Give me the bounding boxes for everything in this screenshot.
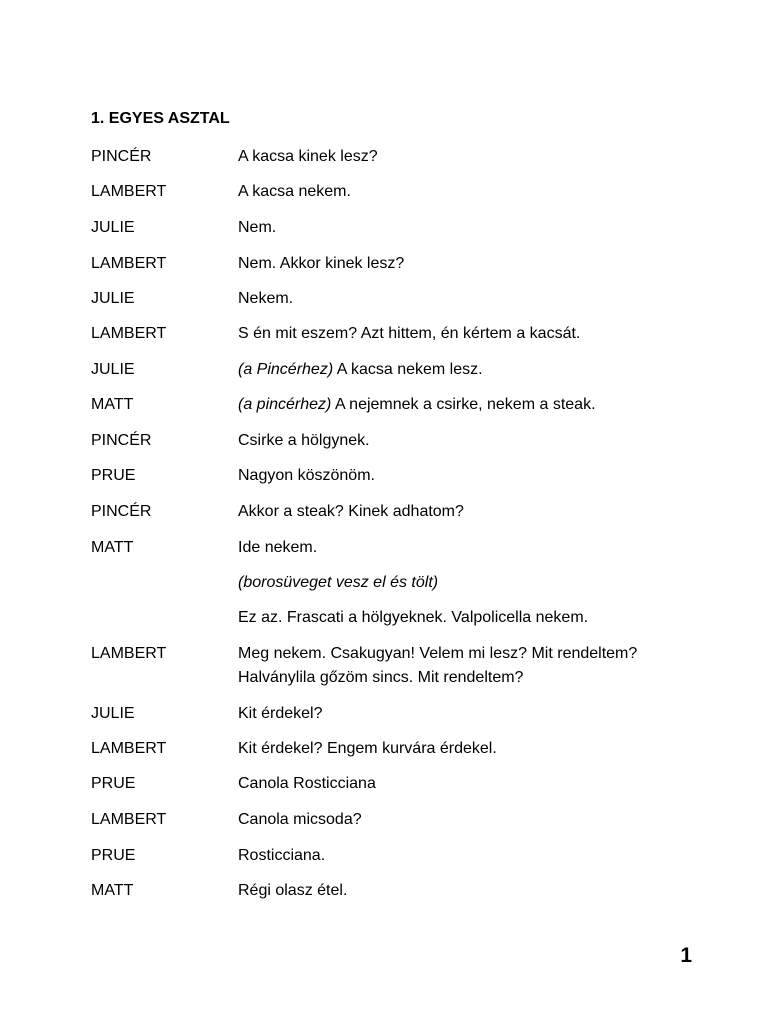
speaker-name: LAMBERT	[91, 645, 167, 662]
speaker-name: PRUE	[91, 467, 136, 484]
dialogue-text	[238, 737, 738, 761]
dialogue-text	[238, 464, 738, 488]
dialogue-text-row: Csirke a hölgynek.	[238, 432, 370, 449]
dialogue-line	[0, 642, 768, 690]
dialogue-line	[0, 500, 768, 540]
dialogue-text	[238, 808, 738, 832]
dialogue-line	[0, 180, 768, 220]
stage-direction: (a pincérhez)	[238, 396, 332, 413]
dialogue-line	[0, 429, 768, 469]
speaker-name: LAMBERT	[91, 183, 167, 200]
dialogue-text	[238, 844, 738, 868]
speaker-name: JULIE	[91, 361, 135, 378]
dialogue-line	[0, 358, 768, 398]
dialogue-line	[0, 322, 768, 362]
dialogue-text-row: Kit érdekel?	[238, 705, 323, 722]
dialogue-text	[238, 879, 738, 903]
dialogue-text	[238, 287, 738, 311]
dialogue-text-row: Rosticciana.	[238, 847, 326, 864]
speaker-name: JULIE	[91, 290, 135, 307]
dialogue-text	[238, 571, 738, 595]
speaker-name: PINCÉR	[91, 148, 152, 165]
dialogue-text-row: Akkor a steak? Kinek adhatom?	[238, 503, 464, 520]
page-number: 1	[680, 944, 692, 967]
dialogue-text	[238, 429, 738, 453]
dialogue-text	[238, 772, 738, 796]
speaker-name: MATT	[91, 539, 134, 556]
dialogue-line	[0, 145, 768, 185]
dialogue-line	[0, 808, 768, 848]
dialogue-line	[0, 287, 768, 327]
speaker-name: PINCÉR	[91, 503, 152, 520]
speaker-name: MATT	[91, 882, 134, 899]
speaker-name: MATT	[91, 396, 134, 413]
dialogue-text	[238, 536, 738, 560]
dialogue-text	[238, 358, 738, 382]
speaker-name: PINCÉR	[91, 432, 152, 449]
dialogue-line	[0, 536, 768, 576]
dialogue-text-row	[238, 571, 738, 595]
dialogue-text-row: Halványlila gőzöm sincs. Mit rendeltem?	[238, 669, 524, 686]
dialogue-line	[0, 879, 768, 919]
scene-heading: 1. EGYES ASZTAL	[91, 110, 230, 127]
stage-direction: (a Pincérhez)	[238, 361, 334, 378]
dialogue-text	[238, 606, 738, 630]
dialogue-line	[0, 216, 768, 256]
dialogue-text-row: S én mit eszem? Azt hittem, én kértem a kacsát.	[238, 325, 581, 342]
dialogue-text-row: A kacsa kinek lesz?	[238, 148, 378, 165]
dialogue-line	[0, 252, 768, 292]
dialogue-text-row: Ide nekem.	[238, 539, 318, 556]
dialogue-line	[0, 464, 768, 504]
dialogue-fragment: A nejemnek a csirke, nekem a steak.	[331, 396, 596, 413]
speaker-name: LAMBERT	[91, 255, 167, 272]
dialogue-text-row: Kit érdekel? Engem kurvára érdekel.	[238, 740, 497, 757]
dialogue-text	[238, 702, 738, 726]
dialogue-line	[0, 702, 768, 742]
dialogue-line	[0, 606, 768, 646]
dialogue-text-row: A kacsa nekem.	[238, 183, 351, 200]
dialogue-line	[0, 844, 768, 884]
dialogue-line	[0, 737, 768, 777]
speaker-name: PRUE	[91, 847, 136, 864]
dialogue-text-row	[238, 393, 738, 417]
dialogue-text	[238, 642, 738, 690]
dialogue-line	[0, 393, 768, 433]
dialogue-text	[238, 216, 738, 240]
dialogue-fragment: A kacsa nekem lesz.	[333, 361, 483, 378]
speaker-name: JULIE	[91, 705, 135, 722]
dialogue-text	[238, 393, 738, 417]
dialogue-text-row: Nekem.	[238, 290, 294, 307]
dialogue-text-row: Canola Rosticciana	[238, 775, 376, 792]
speaker-name: LAMBERT	[91, 811, 167, 828]
dialogue-text	[238, 252, 738, 276]
speaker-name: LAMBERT	[91, 325, 167, 342]
dialogue-line	[0, 772, 768, 812]
stage-direction: (borosüveget vesz el és tölt)	[238, 574, 439, 591]
dialogue-text-row: Meg nekem. Csakugyan! Velem mi lesz? Mit rendeltem?	[238, 645, 638, 662]
dialogue-text-row: Nem.	[238, 219, 277, 236]
speaker-name: PRUE	[91, 775, 136, 792]
dialogue-text-row: Régi olasz étel.	[238, 882, 348, 899]
dialogue-text-row: Ez az. Frascati a hölgyeknek. Valpolicella nekem.	[238, 609, 589, 626]
dialogue-text	[238, 500, 738, 524]
dialogue-text	[238, 322, 738, 346]
speaker-name: LAMBERT	[91, 740, 167, 757]
dialogue-text-row: Nem. Akkor kinek lesz?	[238, 255, 405, 272]
dialogue-text-row: Canola micsoda?	[238, 811, 362, 828]
dialogue-text	[238, 180, 738, 204]
dialogue-text-row: Nagyon köszönöm.	[238, 467, 375, 484]
dialogue-text	[238, 145, 738, 169]
speaker-name: JULIE	[91, 219, 135, 236]
dialogue-text-row	[238, 358, 738, 382]
stage-direction-line	[0, 571, 768, 611]
